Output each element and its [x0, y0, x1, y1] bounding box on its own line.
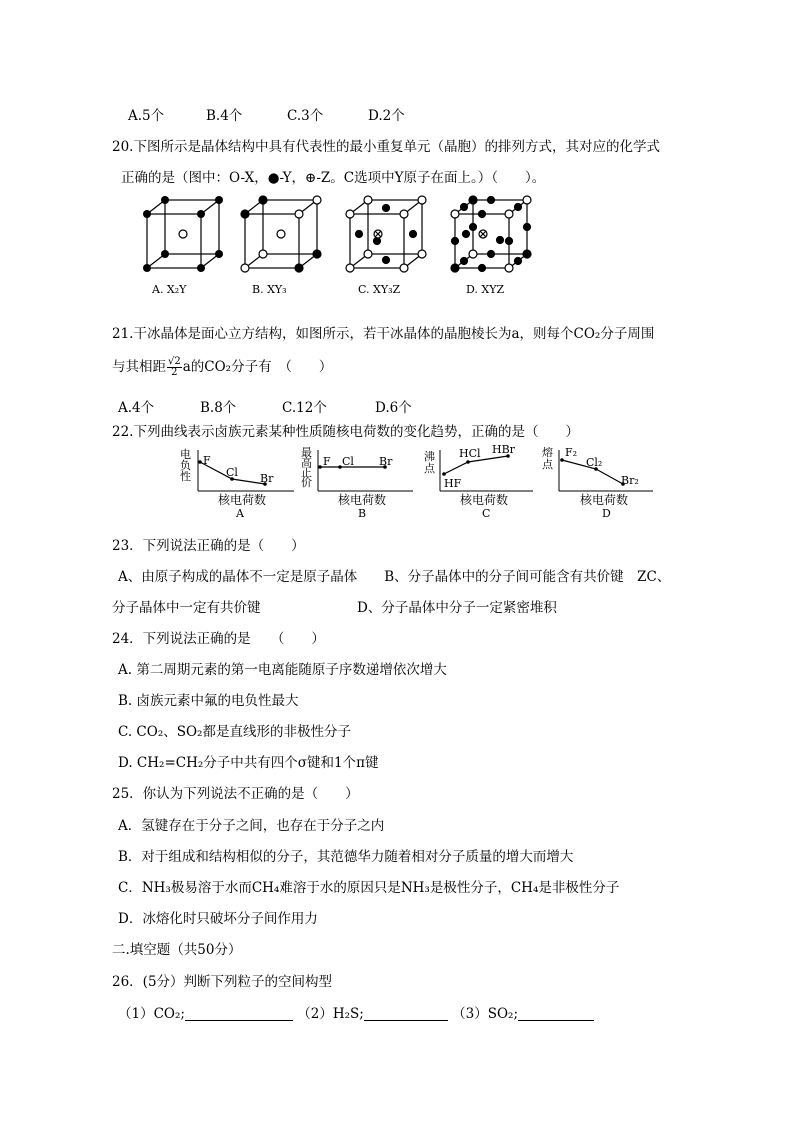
q25-option-b: B．对于组成和结构相似的分子，其范德华力随着相对分子质量的增大而增大	[118, 849, 574, 865]
q24-stem: 24．下列说法正确的是 （ ）	[112, 631, 325, 647]
q22-b-point-2: Cl	[342, 455, 354, 468]
q22-graph-b	[301, 446, 413, 520]
q22-a-point-2: Cl	[226, 466, 238, 479]
q21-option-a: A.4个	[118, 400, 155, 416]
q25-stem: 25．你认为下列说法不正确的是（ ）	[112, 786, 359, 802]
q24-option-b: B. 卤族元素中氟的电负性最大	[118, 693, 299, 709]
q22-c-point-3: HBr	[492, 443, 515, 456]
q21-fraction	[167, 357, 182, 378]
q20-label-d: D. XYZ	[466, 283, 505, 296]
q19-option-b: B.4个	[206, 108, 243, 124]
q21-option-c: C.12个	[282, 400, 327, 416]
q22-a-point-3: Br	[260, 472, 274, 485]
q22-d-ylabel-2: 点	[542, 458, 553, 471]
q26-item-2-label: （2）H₂S;	[297, 1006, 364, 1022]
q26-items	[118, 1002, 594, 1022]
q20-label-b: B. XY₃	[252, 283, 287, 296]
q26-item-1-label: （1）CO₂;	[118, 1006, 185, 1022]
q24-option-c: C. CO₂、SO₂都是直线形的非极性分子	[118, 724, 351, 740]
q26-answer-2-blank[interactable]	[364, 1006, 448, 1021]
q22-b-letter: B	[358, 507, 367, 520]
q22-b-ylabel-3: 正	[301, 466, 312, 479]
q22-b-point-3: Br	[379, 455, 393, 468]
q21-frac-num: √2	[168, 356, 181, 367]
q22-c-point-2: HCl	[459, 447, 481, 460]
q21-option-b: B.8个	[200, 400, 237, 416]
q21-frac-den: 2	[171, 367, 178, 378]
q26-stem: 26．(5分）判断下列粒子的空间构型	[112, 974, 333, 990]
q22-d-xlabel: 核电荷数	[580, 493, 629, 507]
q23-stem: 23．下列说法正确的是（ ）	[112, 538, 305, 554]
q22-d-letter: D	[602, 507, 611, 520]
q22-graph-a	[180, 447, 294, 520]
q22-d-point-1: F₂	[565, 446, 578, 459]
q25-option-a: A．氢键存在于分子之间，也存在于分子之内	[118, 818, 385, 834]
q22-b-ylabel-1: 最	[301, 446, 312, 459]
q21-option-d: D.6个	[375, 400, 412, 416]
q22-stem: 22.下列曲线表示卤族元素某种性质随核电荷数的变化趋势，正确的是（ ）	[112, 424, 579, 440]
q26-answer-1-blank[interactable]	[185, 1006, 293, 1021]
q22-d-point-2: Cl₂	[586, 456, 603, 469]
q19-option-c: C.3个	[287, 108, 324, 124]
q22-graphs	[0, 442, 794, 522]
q23-line1: A、由原子构成的晶体不一定是原子晶体 B、分子晶体中的分子间可能含有共价键 ZC、	[118, 569, 671, 585]
q26-item-3-label: （3）SO₂;	[452, 1006, 518, 1022]
q22-b-ylabel-2: 高	[301, 456, 312, 469]
q20-label-c: C. XY₃Z	[358, 283, 401, 296]
q22-c-xlabel: 核电荷数	[460, 493, 509, 507]
q22-b-point-1: F	[323, 455, 331, 468]
q24-option-d: D. CH₂=CH₂分子中共有四个σ键和1个π键	[118, 755, 379, 771]
q22-graph-c	[424, 443, 533, 520]
q21-stem-line1: 21.干冰晶体是面心立方结构，如图所示，若干冰晶体的晶胞棱长为a，则每个CO₂分子周围	[112, 326, 655, 342]
q25-option-c: C．NH₃极易溶于水而CH₄难溶于水的原因只是NH₃是极性分子，CH₄是非极性分子	[118, 880, 620, 896]
q25-option-d: D．冰熔化时只破坏分子间作用力	[118, 911, 318, 927]
q26-answer-3-blank[interactable]	[518, 1006, 594, 1021]
section-2-heading: 二.填空题（共50分）	[112, 942, 242, 958]
q19-option-a: A.5个	[128, 108, 165, 124]
q20-label-a: A. X₂Y	[152, 283, 187, 296]
q20-stem-line2: 正确的是（图中：O-X，●-Y，⊕-Z。C选项中Y原子在面上。）（ ）。	[121, 170, 546, 186]
q22-c-letter: C	[482, 507, 491, 520]
q22-d-point-3: Br₂	[621, 474, 639, 487]
q22-graph-d	[542, 445, 653, 520]
q23-option-d: D、分子晶体中分子一定紧密堆积	[357, 600, 557, 616]
q20-stem-line1: 20.下图所示是晶体结构中具有代表性的最小重复单元（晶胞）的排列方式，其对应的化学式	[112, 139, 660, 155]
q19-option-d: D.2个	[368, 108, 405, 124]
q22-d-ylabel-1: 熔	[542, 446, 553, 459]
q22-a-ylabel-3: 性	[180, 470, 191, 483]
q22-a-xlabel: 核电荷数	[218, 493, 267, 507]
q22-a-ylabel-2: 负	[180, 459, 191, 472]
q22-a-point-1: F	[203, 454, 211, 467]
q22-a-ylabel-1: 电	[180, 448, 191, 461]
q21-line2-post: a的CO₂分子有 （ ）	[182, 359, 333, 375]
q23-option-c: 分子晶体中一定有共价键	[112, 600, 261, 616]
q22-a-letter: A	[236, 507, 244, 520]
q22-c-ylabel-2: 点	[424, 462, 435, 475]
q22-b-xlabel: 核电荷数	[338, 493, 387, 507]
q22-c-ylabel-1: 沸	[424, 450, 435, 463]
q21-line2-pre: 与其相距	[112, 359, 166, 375]
q21-stem-line2	[112, 355, 332, 378]
q24-option-a: A. 第二周期元素的第一电离能随原子序数递增依次增大	[118, 662, 447, 678]
q22-b-ylabel-4: 价	[301, 476, 312, 489]
q22-c-point-1: HF	[444, 477, 462, 490]
